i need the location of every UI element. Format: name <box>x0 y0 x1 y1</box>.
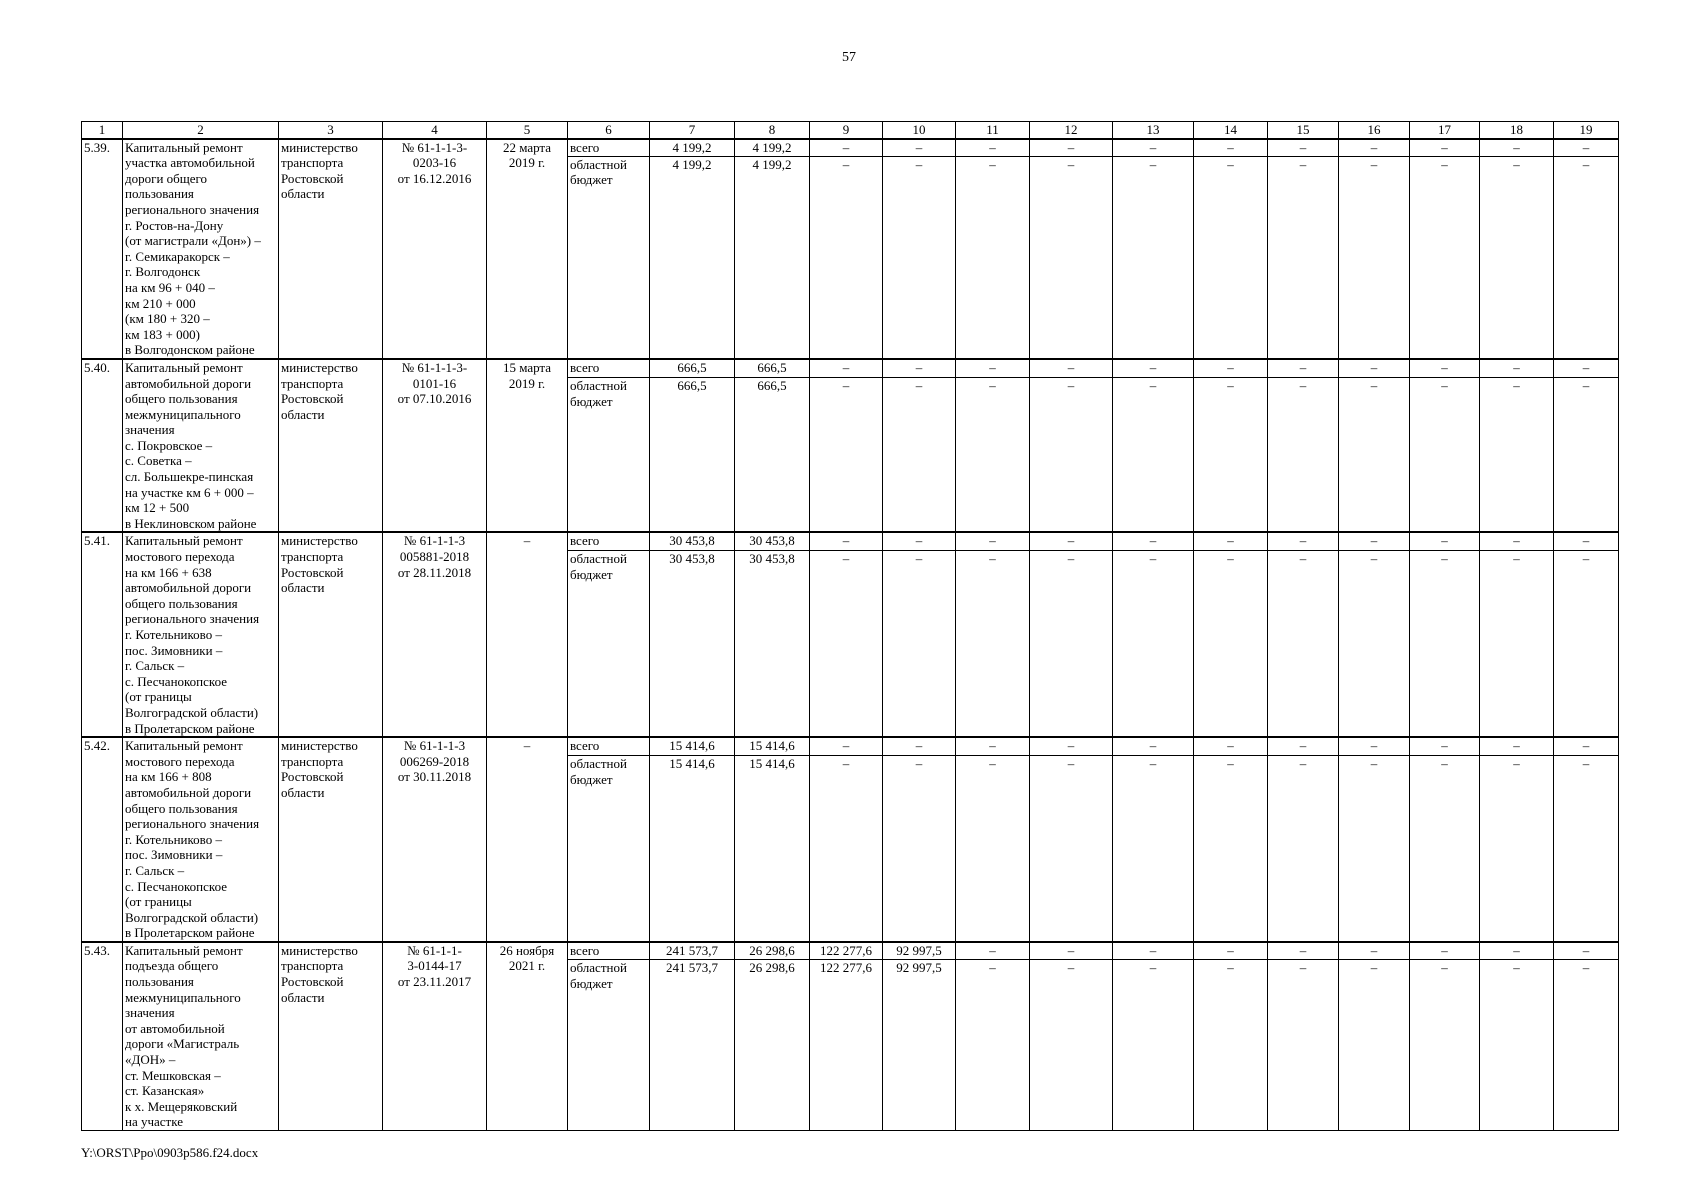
item-name: Капитальный ремонт участка автомобильной дороги общего пользования регионального значения г. Ростов-на-Дону (от магистрали «Дон») – г. Семикаракорск – г. Волгодонск на км 96 + 040 – км 210 + 000 (км 180 + 320 – км 183 + 000) в Волгодонском районе <box>123 139 279 359</box>
funding-value-cell: – <box>883 359 956 378</box>
funding-value-cell: – <box>1339 959 1410 1130</box>
funding-value-cell: – <box>1194 551 1268 737</box>
funding-value-cell: – <box>1030 959 1113 1130</box>
funding-value-cell: – <box>810 737 883 756</box>
funding-value-cell: – <box>1113 959 1194 1130</box>
funding-value-cell: – <box>1030 737 1113 756</box>
funding-value-cell: – <box>956 942 1030 960</box>
funding-value-cell: – <box>1339 378 1410 533</box>
column-number: 4 <box>383 122 487 139</box>
funding-value-cell: – <box>1113 532 1194 551</box>
funding-value-cell: – <box>1480 551 1554 737</box>
funding-value-cell: – <box>1339 359 1410 378</box>
column-number: 11 <box>956 122 1030 139</box>
column-number: 10 <box>883 122 956 139</box>
item-number: 5.40. <box>82 359 123 533</box>
funding-value-cell: 26 298,6 <box>735 959 810 1130</box>
funding-value-cell: 666,5 <box>735 378 810 533</box>
funding-value-cell: 666,5 <box>650 359 735 378</box>
item-document: № 61-1-1-3- 0101-16 от 07.10.2016 <box>383 359 487 533</box>
funding-value-cell: – <box>1268 737 1339 756</box>
funding-value-cell: 15 414,6 <box>735 756 810 942</box>
funding-value-cell: 122 277,6 <box>810 959 883 1130</box>
funding-value-cell: – <box>810 532 883 551</box>
column-number: 5 <box>487 122 568 139</box>
item-date: 22 марта 2019 г. <box>487 139 568 359</box>
funding-value-cell: – <box>1339 942 1410 960</box>
funding-value-cell: – <box>810 551 883 737</box>
funding-value-cell: – <box>1113 359 1194 378</box>
funding-value-cell: 15 414,6 <box>650 737 735 756</box>
funding-source-label: областной бюджет <box>568 959 650 1130</box>
funding-value-cell: – <box>1113 156 1194 359</box>
funding-value-cell: – <box>1030 359 1113 378</box>
funding-value-cell: – <box>956 737 1030 756</box>
funding-value-cell: 241 573,7 <box>650 959 735 1130</box>
funding-value-cell: – <box>956 156 1030 359</box>
column-number: 13 <box>1113 122 1194 139</box>
funding-value-cell: 15 414,6 <box>650 756 735 942</box>
item-customer: министерство транспорта Ростовской области <box>279 532 383 737</box>
item-customer: министерство транспорта Ростовской области <box>279 737 383 942</box>
funding-value-cell: – <box>1339 737 1410 756</box>
column-number: 1 <box>82 122 123 139</box>
funding-value-cell: – <box>1194 378 1268 533</box>
funding-value-cell: – <box>1113 942 1194 960</box>
funding-value-cell: – <box>1480 378 1554 533</box>
funding-value-cell: – <box>1194 959 1268 1130</box>
funding-value-cell: – <box>1480 156 1554 359</box>
funding-value-cell: 4 199,2 <box>735 139 810 156</box>
funding-value-cell: – <box>1030 139 1113 156</box>
funding-value-cell: – <box>1554 532 1619 551</box>
funding-value-cell: 4 199,2 <box>650 156 735 359</box>
funding-value-cell: – <box>1554 378 1619 533</box>
funding-value-cell: 92 997,5 <box>883 942 956 960</box>
funding-value-cell: – <box>1410 139 1480 156</box>
column-number: 15 <box>1268 122 1339 139</box>
funding-value-cell: – <box>883 378 956 533</box>
funding-value-cell: 30 453,8 <box>735 532 810 551</box>
funding-value-cell: – <box>1194 737 1268 756</box>
funding-value-cell: – <box>1194 756 1268 942</box>
item-name: Капитальный ремонт автомобильной дороги общего пользования межмуниципального значения с. Покровское – с. Советка – сл. Большекре-пинская на участке км 6 + 000 – км 12 + 500 в Неклиновском районе <box>123 359 279 533</box>
funding-value-cell: – <box>1268 551 1339 737</box>
item-name: Капитальный ремонт мостового перехода на км 166 + 638 автомобильной дороги общего пользования регионального значения г. Котельниково – пос. Зимовники – г. Сальск – с. Песчанокопское (от границы Волгоградской области) в Пролетарском районе <box>123 532 279 737</box>
funding-value-cell: – <box>1268 756 1339 942</box>
column-number: 14 <box>1194 122 1268 139</box>
funding-value-cell: – <box>1030 756 1113 942</box>
funding-value-cell: – <box>1554 156 1619 359</box>
item-customer: министерство транспорта Ростовской области <box>279 942 383 1131</box>
funding-value-cell: – <box>1194 359 1268 378</box>
funding-value-cell: – <box>810 156 883 359</box>
funding-value-cell: – <box>883 737 956 756</box>
column-number: 16 <box>1339 122 1410 139</box>
funding-value-cell: – <box>810 359 883 378</box>
funding-value-cell: – <box>1113 139 1194 156</box>
funding-value-cell: – <box>1410 156 1480 359</box>
funding-value-cell: – <box>956 959 1030 1130</box>
funding-value-cell: – <box>1339 756 1410 942</box>
funding-value-cell: – <box>1194 156 1268 359</box>
funding-value-cell: – <box>1030 942 1113 960</box>
funding-value-cell: – <box>1194 942 1268 960</box>
funding-value-cell: – <box>1410 737 1480 756</box>
funding-value-cell: – <box>883 156 956 359</box>
funding-value-cell: – <box>810 756 883 942</box>
item-total-row <box>82 942 1619 960</box>
funding-value-cell: – <box>1480 139 1554 156</box>
item-total-row <box>82 737 1619 756</box>
funding-value-cell: – <box>1339 532 1410 551</box>
page-number: 57 <box>842 50 856 65</box>
funding-value-cell: – <box>883 139 956 156</box>
item-date: – <box>487 532 568 737</box>
funding-value-cell: 30 453,8 <box>650 532 735 551</box>
funding-value-cell: – <box>1410 551 1480 737</box>
item-date: – <box>487 737 568 942</box>
funding-value-cell: 15 414,6 <box>735 737 810 756</box>
funding-source-label: всего <box>568 532 650 551</box>
funding-value-cell: – <box>1113 378 1194 533</box>
column-number: 8 <box>735 122 810 139</box>
funding-value-cell: – <box>1410 359 1480 378</box>
funding-value-cell: – <box>1113 737 1194 756</box>
funding-value-cell: – <box>1410 378 1480 533</box>
item-number: 5.43. <box>82 942 123 1131</box>
funding-value-cell: – <box>1268 959 1339 1130</box>
funding-value-cell: – <box>1410 756 1480 942</box>
column-number: 19 <box>1554 122 1619 139</box>
funding-value-cell: – <box>1268 378 1339 533</box>
funding-value-cell: – <box>1480 532 1554 551</box>
funding-value-cell: – <box>810 378 883 533</box>
column-number: 6 <box>568 122 650 139</box>
item-customer: министерство транспорта Ростовской области <box>279 359 383 533</box>
funding-value-cell: – <box>1480 959 1554 1130</box>
item-name: Капитальный ремонт мостового перехода на км 166 + 808 автомобильной дороги общего пользования регионального значения г. Котельниково – пос. Зимовники – г. Сальск – с. Песчанокопское (от границы Волгоградской области) в Пролетарском районе <box>123 737 279 942</box>
funding-value-cell: – <box>1554 942 1619 960</box>
funding-value-cell: – <box>810 139 883 156</box>
item-total-row <box>82 532 1619 551</box>
funding-source-label: областной бюджет <box>568 378 650 533</box>
funding-value-cell: 122 277,6 <box>810 942 883 960</box>
funding-value-cell: 26 298,6 <box>735 942 810 960</box>
funding-value-cell: – <box>1480 942 1554 960</box>
column-number: 3 <box>279 122 383 139</box>
funding-value-cell: – <box>1554 756 1619 942</box>
funding-value-cell: – <box>1554 139 1619 156</box>
column-number: 12 <box>1030 122 1113 139</box>
funding-value-cell: – <box>1268 532 1339 551</box>
funding-value-cell: – <box>883 551 956 737</box>
item-number: 5.41. <box>82 532 123 737</box>
funding-value-cell: – <box>1410 942 1480 960</box>
funding-value-cell: – <box>1030 551 1113 737</box>
file-path-footer: Y:\ORST\Ppo\0903p586.f24.docx <box>81 1145 259 1160</box>
funding-source-label: областной бюджет <box>568 551 650 737</box>
funding-value-cell: – <box>956 551 1030 737</box>
funding-source-label: всего <box>568 139 650 156</box>
column-number: 7 <box>650 122 735 139</box>
funding-value-cell: – <box>883 532 956 551</box>
item-document: № 61-1-1-3 006269-2018 от 30.11.2018 <box>383 737 487 942</box>
item-customer: министерство транспорта Ростовской области <box>279 139 383 359</box>
funding-value-cell: – <box>956 532 1030 551</box>
item-date: 15 марта 2019 г. <box>487 359 568 533</box>
funding-value-cell: – <box>1268 139 1339 156</box>
funding-source-label: всего <box>568 359 650 378</box>
item-number: 5.39. <box>82 139 123 359</box>
funding-value-cell: – <box>1480 359 1554 378</box>
funding-value-cell: – <box>1410 532 1480 551</box>
funding-source-label: всего <box>568 942 650 960</box>
funding-value-cell: – <box>1339 139 1410 156</box>
item-document: № 61-1-1-3- 0203-16 от 16.12.2016 <box>383 139 487 359</box>
item-name: Капитальный ремонт подъезда общего пользования межмуниципального значения от автомобильной дороги «Магистраль «ДОН» – ст. Мешковская – ст. Казанская» к х. Мещеряковский на участке <box>123 942 279 1131</box>
funding-value-cell: 30 453,8 <box>735 551 810 737</box>
column-number: 9 <box>810 122 883 139</box>
funding-value-cell: – <box>956 378 1030 533</box>
funding-value-cell: – <box>1554 359 1619 378</box>
funding-value-cell: 241 573,7 <box>650 942 735 960</box>
item-total-row <box>82 139 1619 156</box>
funding-value-cell: – <box>1554 551 1619 737</box>
funding-value-cell: – <box>1339 551 1410 737</box>
funding-value-cell: – <box>1339 156 1410 359</box>
item-document: № 61-1-1- 3-0144-17 от 23.11.2017 <box>383 942 487 1131</box>
column-numbers-row <box>82 122 1619 139</box>
funding-value-cell: – <box>1113 756 1194 942</box>
funding-table <box>81 121 1619 1131</box>
funding-value-cell: – <box>1113 551 1194 737</box>
funding-value-cell: – <box>1194 139 1268 156</box>
funding-value-cell: 4 199,2 <box>650 139 735 156</box>
item-date: 26 ноября 2021 г. <box>487 942 568 1131</box>
funding-value-cell: – <box>1268 942 1339 960</box>
funding-value-cell: 4 199,2 <box>735 156 810 359</box>
funding-value-cell: – <box>1410 959 1480 1130</box>
funding-value-cell: – <box>1030 156 1113 359</box>
item-document: № 61-1-1-3 005881-2018 от 28.11.2018 <box>383 532 487 737</box>
column-number: 17 <box>1410 122 1480 139</box>
funding-value-cell: – <box>1030 532 1113 551</box>
funding-value-cell: – <box>1480 737 1554 756</box>
funding-value-cell: 30 453,8 <box>650 551 735 737</box>
funding-value-cell: – <box>1554 959 1619 1130</box>
funding-value-cell: 666,5 <box>735 359 810 378</box>
funding-value-cell: – <box>1194 532 1268 551</box>
funding-value-cell: – <box>1268 359 1339 378</box>
column-number: 2 <box>123 122 279 139</box>
funding-value-cell: – <box>956 359 1030 378</box>
item-total-row <box>82 359 1619 378</box>
funding-value-cell: – <box>956 139 1030 156</box>
funding-value-cell: – <box>1268 156 1339 359</box>
funding-source-label: всего <box>568 737 650 756</box>
funding-source-label: областной бюджет <box>568 156 650 359</box>
funding-value-cell: – <box>1480 756 1554 942</box>
item-number: 5.42. <box>82 737 123 942</box>
funding-value-cell: – <box>1030 378 1113 533</box>
funding-value-cell: – <box>956 756 1030 942</box>
funding-source-label: областной бюджет <box>568 756 650 942</box>
funding-value-cell: – <box>1554 737 1619 756</box>
column-number: 18 <box>1480 122 1554 139</box>
funding-value-cell: – <box>883 756 956 942</box>
funding-value-cell: 666,5 <box>650 378 735 533</box>
funding-value-cell: 92 997,5 <box>883 959 956 1130</box>
